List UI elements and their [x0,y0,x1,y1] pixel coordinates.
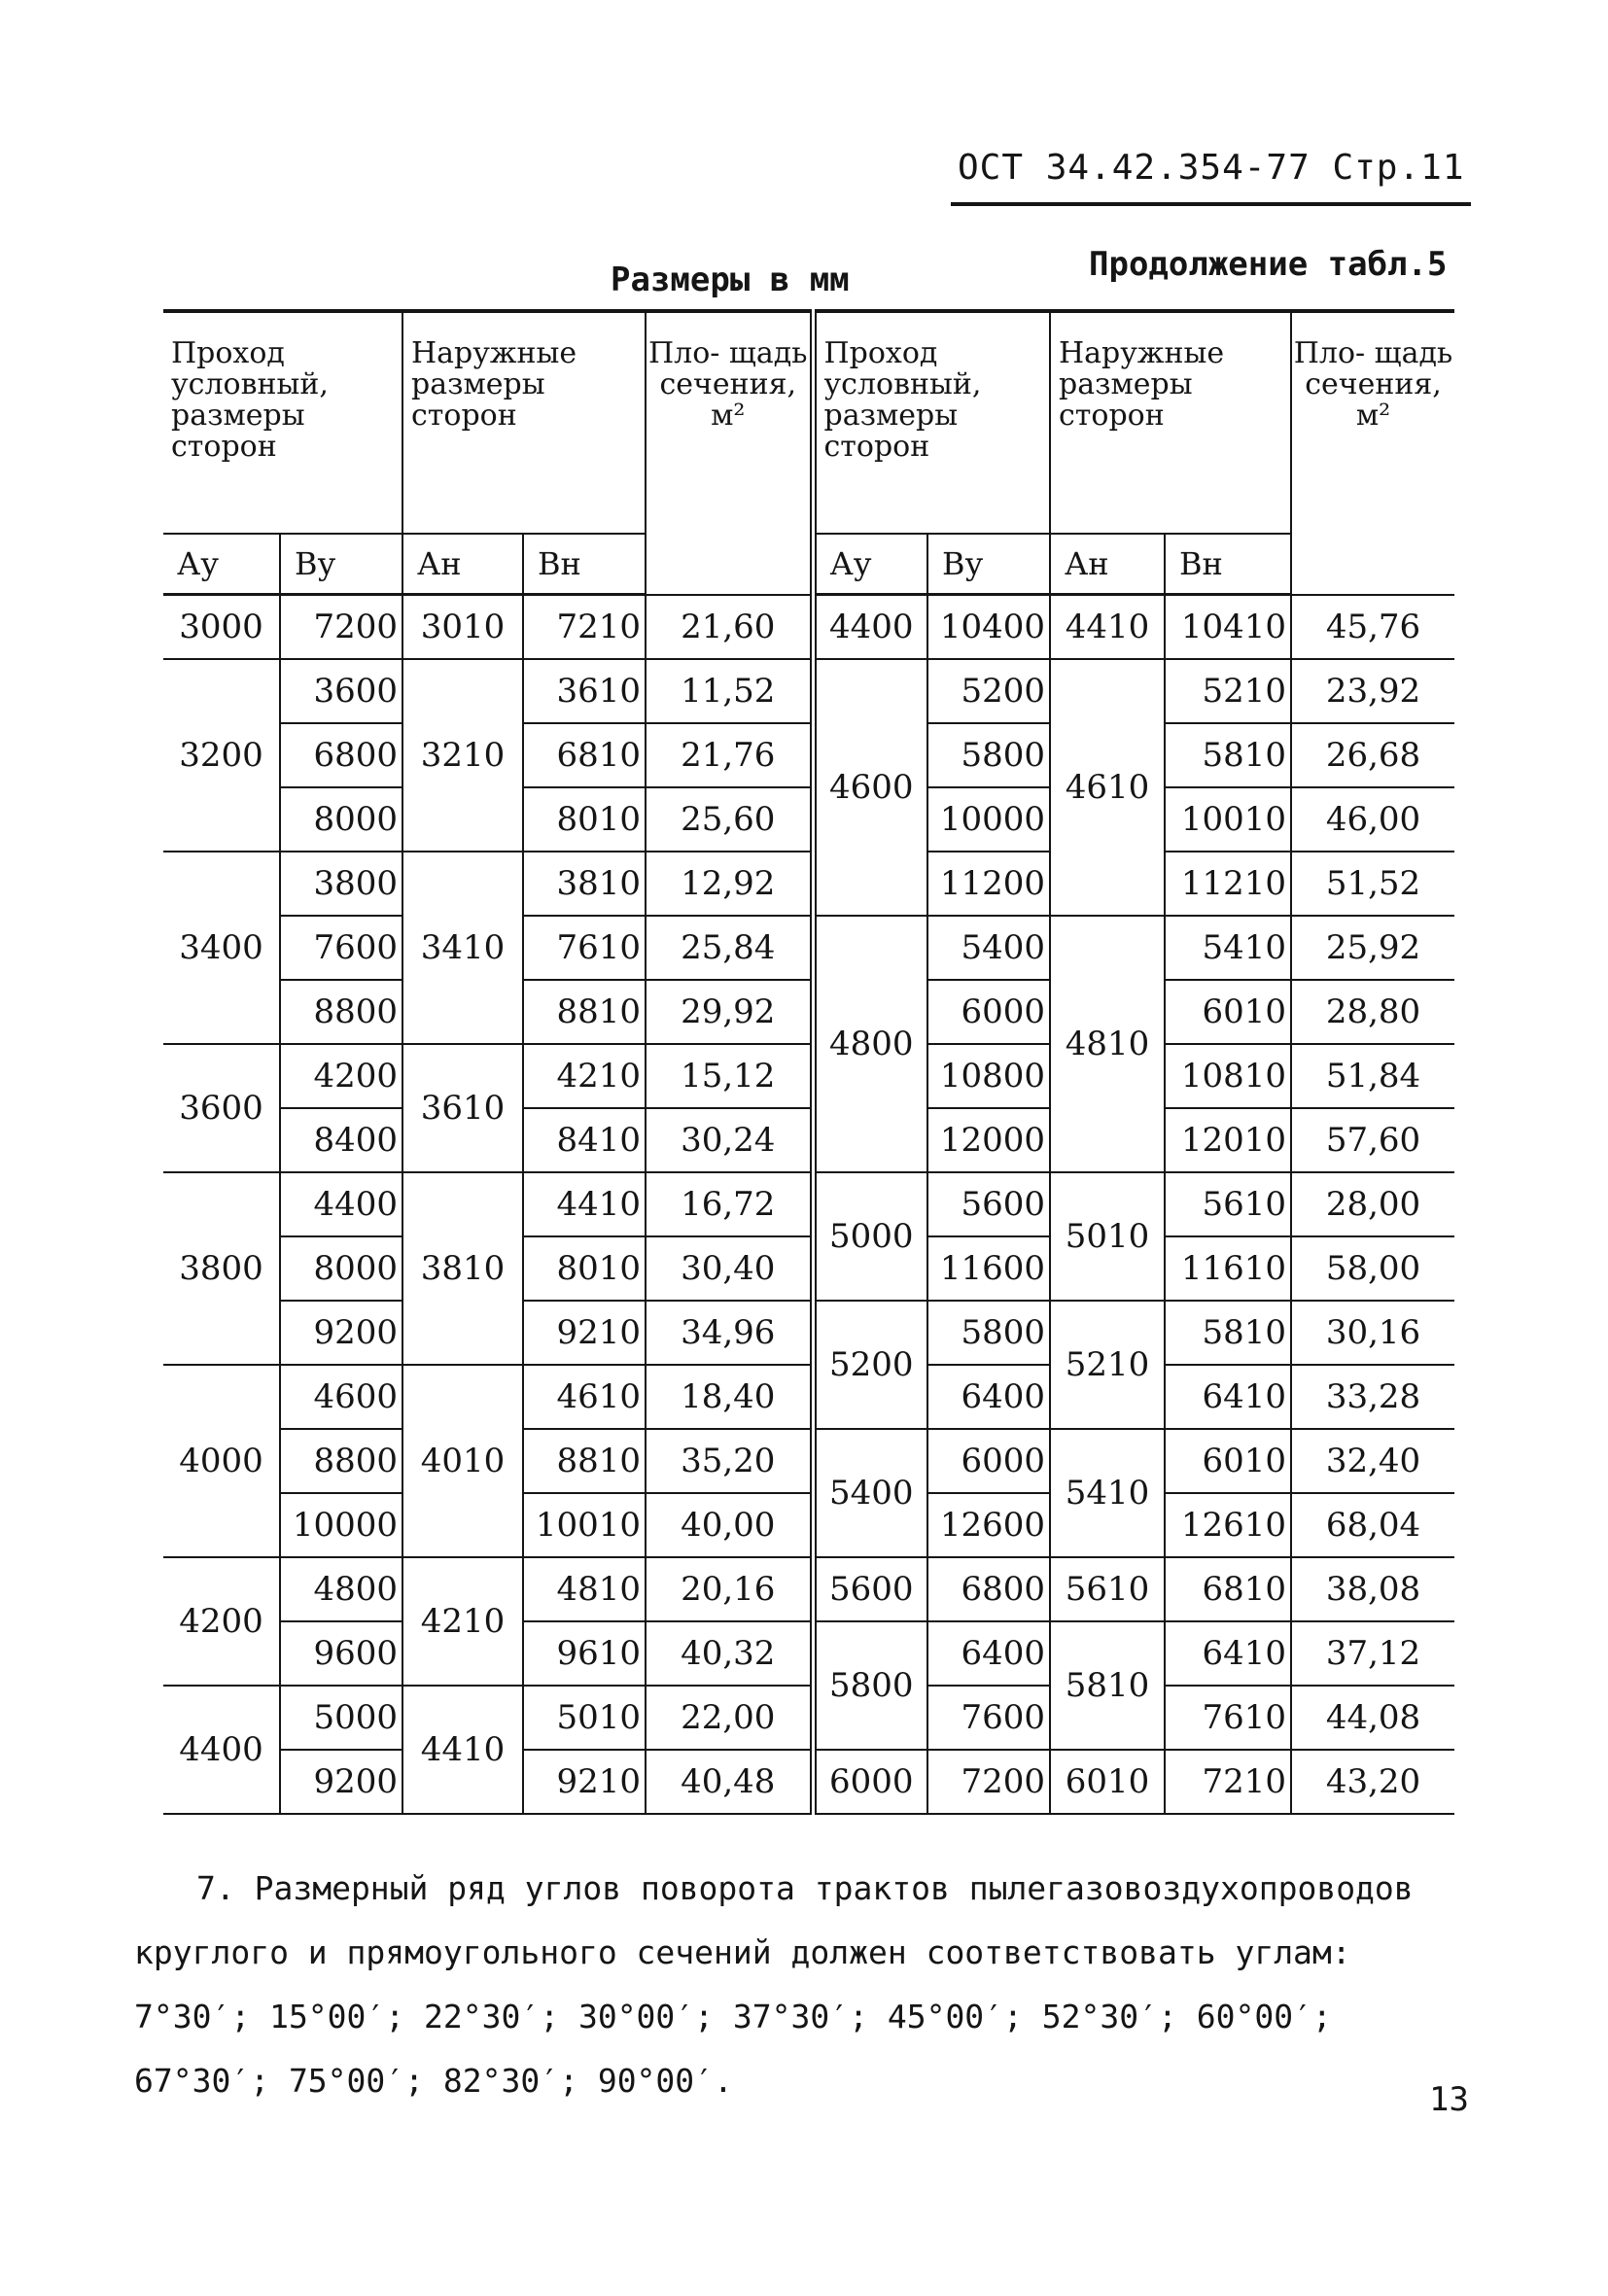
cell-right-area: 51,52 [1291,852,1454,916]
cell-left-bu: 8800 [280,1429,402,1493]
cell-left-bh: 4610 [523,1365,646,1429]
table-row [163,595,1454,660]
dimensions-table [163,309,1454,1815]
cell-right-bu: 6000 [927,1429,1050,1493]
cell-left-bu: 7600 [280,916,402,980]
cell-left-bu: 8400 [280,1108,402,1172]
cell-right-area: 37,12 [1291,1621,1454,1686]
header-bh-left: Вн [523,534,646,595]
cell-left-bu: 8000 [280,787,402,852]
header-passage-left: Проход условный, размеры сторон [163,311,402,534]
cell-right-bh: 5810 [1165,723,1291,787]
cell-right-ah: 5210 [1050,1301,1165,1429]
cell-right-bu: 5200 [927,659,1050,723]
cell-left-area: 40,32 [646,1621,813,1686]
cell-left-bu: 8800 [280,980,402,1044]
cell-left-bh: 4210 [523,1044,646,1108]
cell-right-bh: 6810 [1165,1557,1291,1621]
cell-right-area: 46,00 [1291,787,1454,852]
table-body [163,595,1454,1815]
cell-right-bu: 10400 [927,595,1050,660]
cell-right-bh: 7210 [1165,1750,1291,1814]
cell-right-area: 38,08 [1291,1557,1454,1621]
cell-right-au: 4800 [813,916,927,1172]
cell-left-bu: 9200 [280,1750,402,1814]
cell-right-ah: 5410 [1050,1429,1165,1557]
cell-left-area: 11,52 [646,659,813,723]
cell-left-bu: 7200 [280,595,402,660]
header-ah-left: Ан [402,534,523,595]
cell-left-bu: 3600 [280,659,402,723]
cell-right-bu: 11600 [927,1236,1050,1301]
cell-right-bu: 6400 [927,1621,1050,1686]
cell-right-area: 51,84 [1291,1044,1454,1108]
cell-left-bh: 9210 [523,1301,646,1365]
cell-right-ah: 4810 [1050,916,1165,1172]
cell-right-bh: 11610 [1165,1236,1291,1301]
cell-left-bh: 8810 [523,980,646,1044]
cell-left-bh: 10010 [523,1493,646,1557]
cell-left-area: 25,60 [646,787,813,852]
cell-right-ah: 5610 [1050,1557,1165,1621]
cell-left-bh: 9210 [523,1750,646,1814]
cell-left-area: 29,92 [646,980,813,1044]
cell-right-au: 4400 [813,595,927,660]
cell-left-bu: 4400 [280,1172,402,1236]
cell-right-bh: 5810 [1165,1301,1291,1365]
cell-left-area: 30,40 [646,1236,813,1301]
paragraph-7 [134,1857,1476,2113]
cell-left-area: 30,24 [646,1108,813,1172]
cell-right-au: 5800 [813,1621,927,1750]
cell-right-area: 43,20 [1291,1750,1454,1814]
cell-right-bu: 12600 [927,1493,1050,1557]
cell-right-area: 44,08 [1291,1686,1454,1750]
cell-right-bh: 12010 [1165,1108,1291,1172]
table-row [163,1108,1454,1172]
cell-left-area: 12,92 [646,852,813,916]
cell-right-area: 25,92 [1291,916,1454,980]
cell-left-bh: 3810 [523,852,646,916]
cell-right-bu: 7600 [927,1686,1050,1750]
cell-right-bu: 11200 [927,852,1050,916]
header-rule [951,202,1471,206]
table-row [163,1750,1454,1814]
table-row [163,1429,1454,1493]
cell-left-bu: 8000 [280,1236,402,1301]
table-row [163,916,1454,980]
cell-right-bu: 6000 [927,980,1050,1044]
table-row [163,659,1454,723]
cell-left-bh: 8410 [523,1108,646,1172]
cell-left-au: 4400 [163,1686,280,1814]
cell-right-au: 6000 [813,1750,927,1814]
cell-right-bu: 5400 [927,916,1050,980]
cell-left-ah: 3610 [402,1044,523,1172]
paragraph-text: 7. Размерный ряд углов поворота трактов пылегазовоздухопроводов круглого и прямоугольного сечений должен соответствовать углам: 7°30′; 15°00′; 22°30′; 30°00′; 37°30′; 45°00′; 52°30′; 60°00′; 67°30′; 75°00′; 82°30′; 90°00′. [134,1869,1414,2100]
table-row [163,852,1454,916]
cell-right-au: 5400 [813,1429,927,1557]
cell-left-au: 4200 [163,1557,280,1686]
cell-left-area: 20,16 [646,1557,813,1621]
header-bu-left: Ву [280,534,402,595]
cell-right-bh: 7610 [1165,1686,1291,1750]
cell-left-bh: 7210 [523,595,646,660]
cell-right-au: 4600 [813,659,927,916]
units-note: Размеры в мм [611,261,850,299]
cell-left-area: 34,96 [646,1301,813,1365]
cell-right-bh: 12610 [1165,1493,1291,1557]
cell-left-bu: 10000 [280,1493,402,1557]
page-number: 13 [1429,2080,1469,2119]
header-passage-right: Проход условный, размеры сторон [813,311,1050,534]
cell-left-bh: 8010 [523,787,646,852]
cell-right-area: 57,60 [1291,1108,1454,1172]
header-area-right: Пло- щадь сечения, м² [1291,311,1454,595]
cell-left-area: 25,84 [646,916,813,980]
cell-left-area: 18,40 [646,1365,813,1429]
cell-left-area: 40,00 [646,1493,813,1557]
cell-left-ah: 3410 [402,852,523,1044]
cell-right-bh: 6410 [1165,1621,1291,1686]
cell-right-bu: 6400 [927,1365,1050,1429]
cell-left-bh: 8810 [523,1429,646,1493]
table-row [163,1365,1454,1429]
cell-right-bh: 6010 [1165,1429,1291,1493]
cell-right-area: 30,16 [1291,1301,1454,1365]
cell-left-bu: 6800 [280,723,402,787]
cell-right-area: 26,68 [1291,723,1454,787]
cell-right-area: 45,76 [1291,595,1454,660]
cell-right-area: 23,92 [1291,659,1454,723]
cell-left-au: 4000 [163,1365,280,1557]
cell-left-ah: 4010 [402,1365,523,1557]
cell-left-bh: 4810 [523,1557,646,1621]
cell-left-ah: 4410 [402,1686,523,1814]
cell-right-bu: 5600 [927,1172,1050,1236]
cell-left-au: 3000 [163,595,280,660]
cell-right-au: 5000 [813,1172,927,1301]
cell-left-ah: 3210 [402,659,523,852]
cell-right-au: 5200 [813,1301,927,1429]
cell-right-bh: 5410 [1165,916,1291,980]
cell-left-bh: 6810 [523,723,646,787]
cell-right-ah: 4410 [1050,595,1165,660]
cell-right-bu: 6800 [927,1557,1050,1621]
cell-right-au: 5600 [813,1557,927,1621]
cell-right-ah: 4610 [1050,659,1165,916]
table-row [163,1493,1454,1557]
cell-left-bh: 4410 [523,1172,646,1236]
document-header: ОСТ 34.42.354-77 Стр.11 [958,148,1465,188]
cell-left-bu: 5000 [280,1686,402,1750]
cell-right-bh: 6410 [1165,1365,1291,1429]
cell-right-area: 33,28 [1291,1365,1454,1429]
header-ah-right: Ан [1050,534,1165,595]
cell-left-area: 21,60 [646,595,813,660]
cell-left-ah: 3010 [402,595,523,660]
cell-right-bu: 7200 [927,1750,1050,1814]
cell-left-area: 15,12 [646,1044,813,1108]
cell-left-bu: 4200 [280,1044,402,1108]
table-row [163,1621,1454,1686]
header-outer-left: Наружные размеры сторон [402,311,646,534]
cell-right-area: 28,80 [1291,980,1454,1044]
cell-right-ah: 6010 [1050,1750,1165,1814]
cell-left-area: 21,76 [646,723,813,787]
cell-right-bh: 5610 [1165,1172,1291,1236]
cell-left-bh: 7610 [523,916,646,980]
cell-right-area: 32,40 [1291,1429,1454,1493]
cell-left-bu: 9600 [280,1621,402,1686]
cell-left-ah: 4210 [402,1557,523,1686]
cell-right-bu: 10800 [927,1044,1050,1108]
cell-right-bh: 11210 [1165,852,1291,916]
cell-right-bu: 10000 [927,787,1050,852]
cell-left-bu: 4600 [280,1365,402,1429]
cell-right-ah: 5810 [1050,1621,1165,1750]
cell-left-area: 22,00 [646,1686,813,1750]
cell-left-area: 16,72 [646,1172,813,1236]
cell-left-bu: 4800 [280,1557,402,1621]
cell-right-bu: 5800 [927,723,1050,787]
cell-left-ah: 3810 [402,1172,523,1365]
cell-right-area: 68,04 [1291,1493,1454,1557]
table-row [163,723,1454,787]
cell-left-bh: 3610 [523,659,646,723]
cell-left-bh: 8010 [523,1236,646,1301]
cell-right-bh: 6010 [1165,980,1291,1044]
header-au-right: Ау [813,534,927,595]
header-area-left: Пло- щадь сечения, м² [646,311,813,595]
header-bh-right: Вн [1165,534,1291,595]
table-continuation-note: Продолжение табл.5 [1089,245,1448,284]
cell-left-bu: 3800 [280,852,402,916]
cell-right-bh: 10810 [1165,1044,1291,1108]
cell-left-au: 3200 [163,659,280,852]
cell-right-bu: 12000 [927,1108,1050,1172]
cell-right-area: 28,00 [1291,1172,1454,1236]
cell-right-bh: 10410 [1165,595,1291,660]
cell-right-bh: 10010 [1165,787,1291,852]
table-row [163,1236,1454,1301]
cell-left-bh: 5010 [523,1686,646,1750]
table-row [163,980,1454,1044]
cell-right-area: 58,00 [1291,1236,1454,1301]
cell-left-bu: 9200 [280,1301,402,1365]
table-row [163,1557,1454,1621]
cell-right-ah: 5010 [1050,1172,1165,1301]
cell-left-bh: 9610 [523,1621,646,1686]
table-row [163,1301,1454,1365]
cell-left-area: 35,20 [646,1429,813,1493]
cell-left-au: 3800 [163,1172,280,1365]
cell-left-area: 40,48 [646,1750,813,1814]
cell-right-bu: 5800 [927,1301,1050,1365]
header-bu-right: Ву [927,534,1050,595]
cell-left-au: 3400 [163,852,280,1044]
table-row [163,787,1454,852]
table-row [163,1172,1454,1236]
header-outer-right: Наружные размеры сторон [1050,311,1291,534]
table-row [163,1686,1454,1750]
cell-right-bh: 5210 [1165,659,1291,723]
table-row [163,1044,1454,1108]
header-au-left: Ау [163,534,280,595]
cell-left-au: 3600 [163,1044,280,1172]
